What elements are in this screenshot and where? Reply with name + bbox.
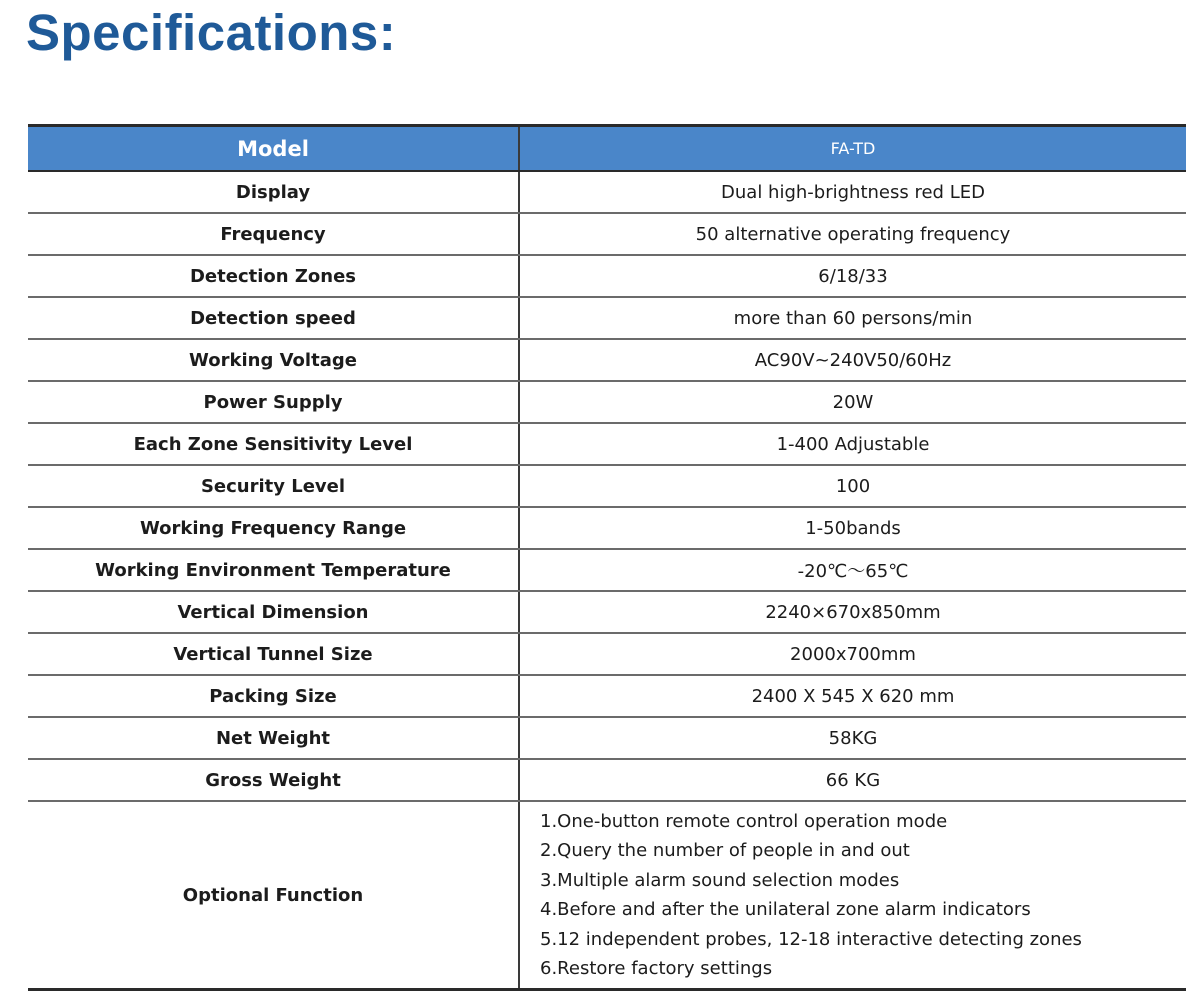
table-row — [28, 171, 1186, 213]
spec-label: Frequency — [28, 213, 519, 255]
spec-label: Vertical Dimension — [28, 591, 519, 633]
table-row — [28, 423, 1186, 465]
list-item: 6.Restore factory settings — [540, 958, 773, 979]
table-row — [28, 759, 1186, 801]
spec-label: Security Level — [28, 465, 519, 507]
spec-value: 2240×670x850mm — [519, 591, 1186, 633]
spec-label: Packing Size — [28, 675, 519, 717]
list-item: 5.12 independent probes, 12-18 interactive detecting zones — [540, 928, 1082, 950]
list-item: 1.One-button remote control operation mode — [540, 810, 948, 832]
table-row — [28, 381, 1186, 423]
spec-value: 50 alternative operating frequency — [519, 213, 1186, 255]
spec-value: 20W — [519, 381, 1186, 423]
spec-label: Detection Zones — [28, 255, 519, 297]
spec-value: 2400 X 545 X 620 mm — [519, 675, 1186, 717]
spec-value: more than 60 persons/min — [519, 297, 1186, 339]
spec-label: Net Weight — [28, 717, 519, 759]
header-model-value: FA-TD — [519, 126, 1186, 172]
optional-function-label: Optional Function — [28, 801, 519, 990]
table-row — [28, 549, 1186, 591]
table-row — [28, 633, 1186, 675]
table-row — [28, 675, 1186, 717]
spec-label: Detection speed — [28, 297, 519, 339]
spec-value: 66 KG — [519, 759, 1186, 801]
spec-value: AC90V~240V50/60Hz — [519, 339, 1186, 381]
spec-label: Power Supply — [28, 381, 519, 423]
spec-label: Display — [28, 171, 519, 213]
list-item: 4.Before and after the unilateral zone alarm indicators — [540, 899, 1031, 920]
optional-function-list — [540, 807, 1186, 984]
table-header-row — [28, 126, 1186, 172]
spec-value: 2000x700mm — [519, 633, 1186, 675]
spec-label: Gross Weight — [28, 759, 519, 801]
table-row — [28, 591, 1186, 633]
spec-value: 6/18/33 — [519, 255, 1186, 297]
table-row — [28, 213, 1186, 255]
spec-value: 100 — [519, 465, 1186, 507]
optional-function-row — [28, 801, 1186, 990]
table-row — [28, 465, 1186, 507]
spec-label: Working Voltage — [28, 339, 519, 381]
table-row — [28, 255, 1186, 297]
list-item: 3.Multiple alarm sound selection modes — [540, 869, 900, 891]
spec-label: Each Zone Sensitivity Level — [28, 423, 519, 465]
optional-function-cell — [519, 801, 1186, 990]
spec-value: 1-50bands — [519, 507, 1186, 549]
spec-label: Working Frequency Range — [28, 507, 519, 549]
spec-value: 58KG — [519, 717, 1186, 759]
table-row — [28, 339, 1186, 381]
list-item: 2.Query the number of people in and out — [540, 840, 910, 861]
spec-label: Working Environment Temperature — [28, 549, 519, 591]
spec-table — [28, 124, 1186, 991]
spec-value: -20℃～65℃ — [519, 549, 1186, 591]
table-row — [28, 717, 1186, 759]
table-row — [28, 297, 1186, 339]
spec-value: Dual high-brightness red LED — [519, 171, 1186, 213]
spec-label: Vertical Tunnel Size — [28, 633, 519, 675]
spec-value: 1-400 Adjustable — [519, 423, 1186, 465]
header-model-label: Model — [28, 126, 519, 172]
page-title: Specifications: — [26, 4, 397, 61]
table-row — [28, 507, 1186, 549]
